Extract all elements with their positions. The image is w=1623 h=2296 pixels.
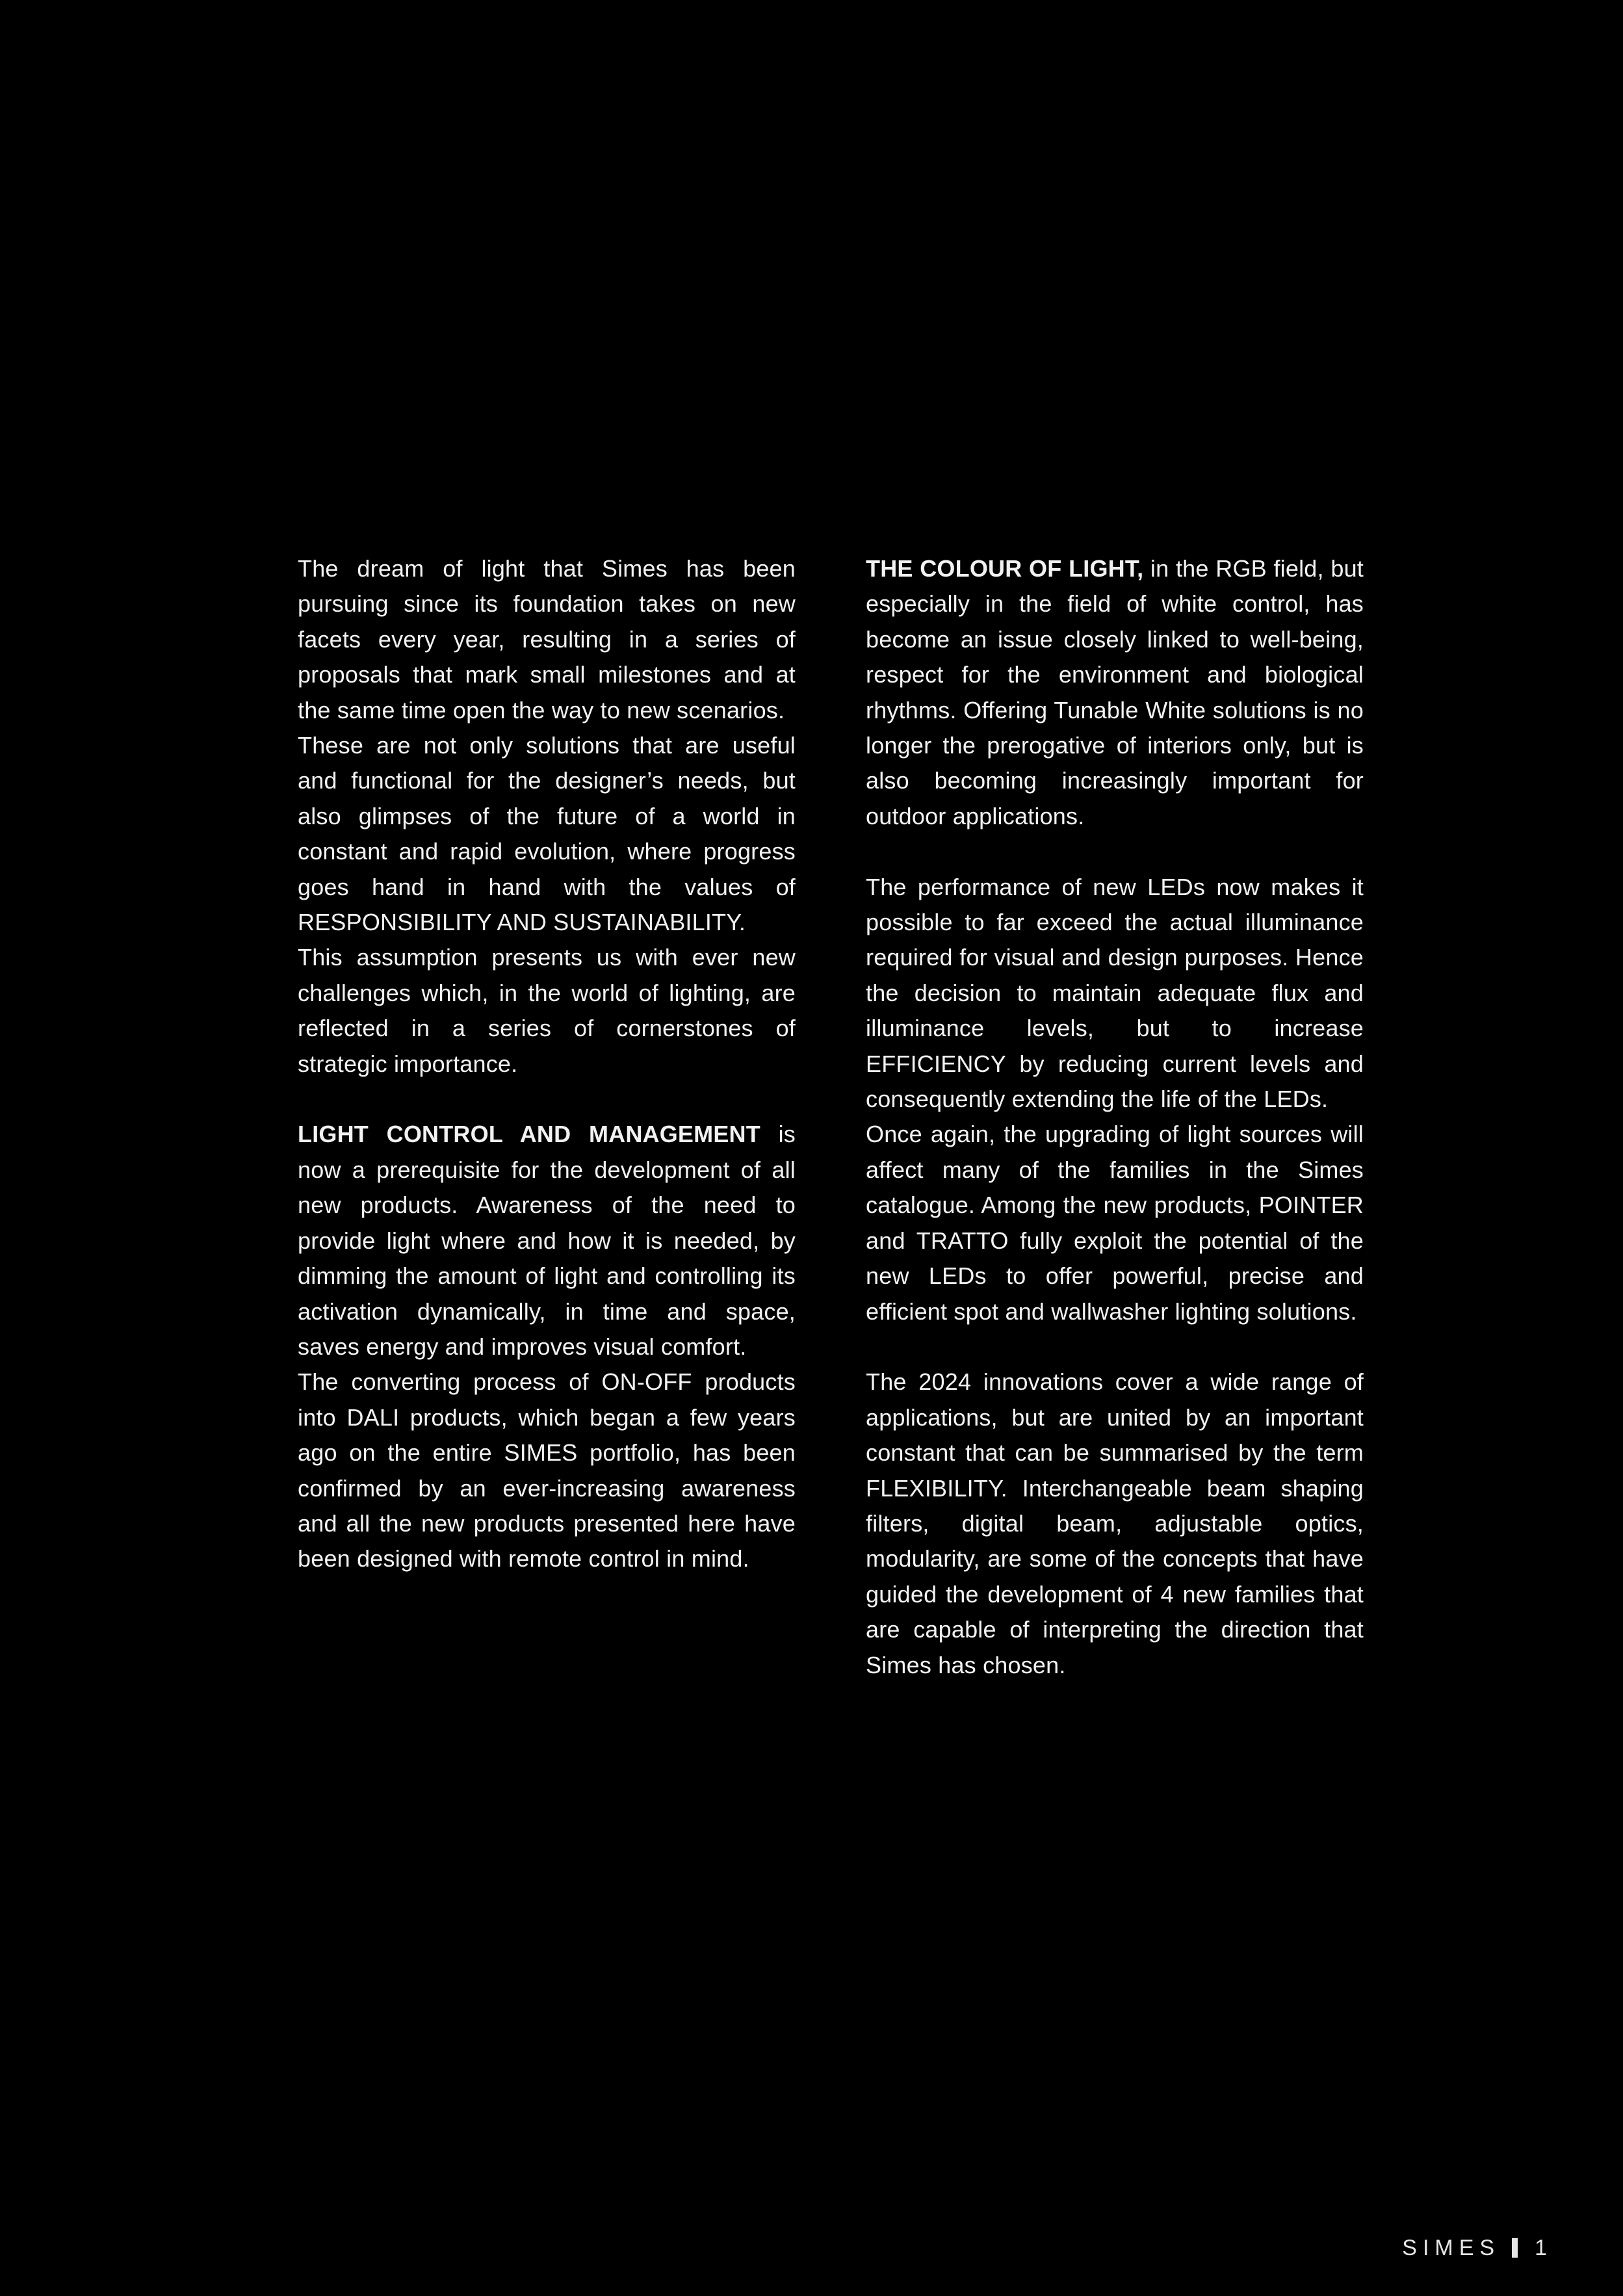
page-number: 1 xyxy=(1535,2235,1547,2260)
flexibility-paragraph: The 2024 innovations cover a wide range of applications, but are united by an important constant that can be summarised by the term FLEXIBILITY. Interchangeable beam shaping filters, digital beam, adjustable optics, modularity, are some of the concepts that have guided the development of 4 new families that are capable of interpreting the direction that Simes has chosen. xyxy=(866,1368,1364,1678)
left-text-column xyxy=(298,551,796,1577)
dali-paragraph: The converting process of ON-OFF products into DALI products, which began a few years ago on the entire SIMES portfolio, has been confirmed by an ever-increasing awareness and all the new products presented here have been designed with remote control in mind. xyxy=(298,1368,796,1572)
light-control-paragraph xyxy=(298,1117,796,1364)
colour-of-light-text: in the RGB field, but especially in the field of white control, has become an issue closely linked to well-being, respect for the environment and biological rhythms. Offering Tunable White solutions is no longer the prerogative of interiors only, but is also becoming increasingly important for outdoor applications. xyxy=(866,555,1364,829)
assumption-paragraph: This assumption presents us with ever new challenges which, in the world of lighting, are reflected in a series of cornerstones of strategic importance. xyxy=(298,944,796,1077)
light-control-text: is now a prerequisite for the development of all new products. Awareness of the need to provide light where and how it is needed, by dimming the amount of light and controlling its activation dynamically, in time and space, saves energy and improves visual comfort. xyxy=(298,1121,796,1360)
footer-brand: SIMES xyxy=(1402,2235,1501,2260)
light-control-heading: LIGHT CONTROL AND MANAGEMENT xyxy=(298,1121,760,1148)
upgrading-paragraph: Once again, the upgrading of light sources will affect many of the families in the Simes catalogue. Among the new products, POINTER and TRATTO fully exploit the potential of the new LEDs to offer powerful, precise and efficient spot and wallwasher lighting solutions. xyxy=(866,1121,1364,1325)
colour-of-light-heading: THE COLOUR OF LIGHT, xyxy=(866,555,1144,582)
efficiency-paragraph: The performance of new LEDs now makes it possible to far exceed the actual illuminance required for visual and design purposes. Hence the decision to maintain adequate flux and illuminance levels, but to increase EFFICIENCY by reducing current levels and consequently extending the life of the LEDs. xyxy=(866,873,1364,1113)
colour-of-light-paragraph xyxy=(866,551,1364,834)
page-footer xyxy=(1402,2234,1547,2262)
right-text-column xyxy=(866,551,1364,1683)
intro-paragraph: The dream of light that Simes has been pursuing since its foundation takes on new facets every year, resulting in a series of proposals that mark small milestones and at the same time open the way to new scenarios. xyxy=(298,555,796,724)
footer-separator-bar xyxy=(1512,2238,1518,2258)
responsibility-paragraph: These are not only solutions that are useful and functional for the designer’s needs, but also glimpses of the future of a world in constant and rapid evolution, where progress goes hand in hand with the values of RESPONSIBILITY AND SUSTAINABILITY. xyxy=(298,732,796,936)
